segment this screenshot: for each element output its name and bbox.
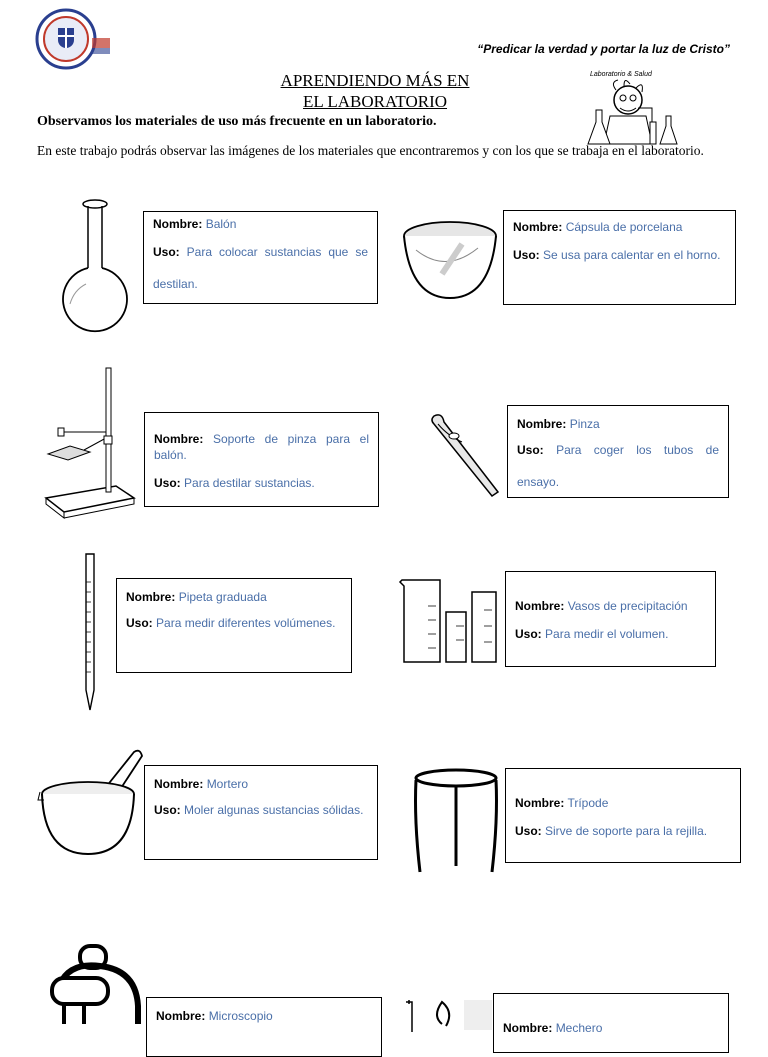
item-name: Mechero	[555, 1021, 603, 1035]
tripod-icon	[408, 766, 504, 878]
item-use: Para coger los tubos de ensayo.	[517, 443, 719, 489]
item-card-pipeta: Nombre: Pipeta graduada Uso: Para medir diferentes volúmenes.	[116, 578, 352, 673]
item-card-mortero: Nombre: Mortero Uso: Moler algunas sustancias sólidas.	[144, 765, 378, 860]
round-flask-icon	[56, 196, 136, 336]
item-card-pinza: Nombre: Pinza Uso: Para coger los tubos de ensayo.	[507, 405, 729, 498]
svg-text:Laboratorio & Salud: Laboratorio & Salud	[590, 71, 652, 78]
item-use: Para colocar sustancias que se destilan.	[153, 245, 368, 291]
item-card-mechero: Nombre: Mechero	[493, 993, 729, 1053]
item-use: Moler algunas sustancias sólidas.	[184, 803, 364, 817]
ring-stand-icon	[44, 366, 136, 518]
item-card-soporte: Nombre: Soporte de pinza para el balón. Uso: Para destilar sustancias.	[144, 412, 379, 507]
title-line-2: EL LABORATORIO	[302, 92, 448, 111]
item-use: Para medir diferentes volúmenes.	[156, 616, 336, 630]
graduated-pipette-icon	[80, 552, 100, 712]
item-name: Vasos de precipitación	[567, 599, 688, 613]
item-card-balon: Nombre: Balón Uso: Para colocar sustancias que se destilan.	[143, 211, 378, 304]
school-motto: “Predicar la verdad y portar la luz de Cristo”	[477, 42, 730, 56]
title-line-1: APRENDIENDO MÁS EN	[280, 71, 470, 90]
item-card-capsula: Nombre: Cápsula de porcelana Uso: Se usa para calentar en el horno.	[503, 210, 736, 305]
item-card-vasos: Nombre: Vasos de precipitación Uso: Para medir el volumen.	[505, 571, 716, 667]
lab-scientist-mascot-icon	[580, 66, 690, 146]
item-name: Trípode	[567, 796, 609, 810]
item-card-tripode: Nombre: Trípode Uso: Sirve de soporte para la rejilla.	[505, 768, 741, 863]
item-name: Microscopio	[208, 1009, 273, 1023]
page-title	[200, 70, 550, 112]
beakers-icon	[398, 576, 500, 668]
school-logo-icon	[32, 8, 116, 70]
mortar-pestle-icon	[38, 744, 142, 860]
microscope-icon	[40, 944, 148, 1024]
item-name: Soporte de pinza para el balón.	[154, 432, 369, 462]
item-use: Sirve de soporte para la rejilla.	[545, 824, 708, 838]
item-name: Mortero	[206, 777, 249, 791]
intro-paragraph: En este trabajo podrás observar las imágenes de los materiales que encontraremos y con los que se trabaja en el laboratorio.	[37, 143, 704, 158]
tongs-icon	[426, 410, 502, 502]
item-use: Para destilar sustancias.	[184, 476, 315, 490]
item-use: Se usa para calentar en el horno.	[543, 248, 721, 262]
item-name: Pinza	[569, 417, 600, 431]
item-use: Para medir el volumen.	[545, 627, 669, 641]
item-name: Cápsula de porcelana	[565, 220, 683, 234]
item-name: Balón	[205, 217, 237, 231]
intro-heading: Observamos los materiales de uso más frecuente en un laboratorio.	[37, 114, 437, 129]
porcelain-capsule-icon	[402, 214, 500, 304]
item-name: Pipeta graduada	[178, 590, 267, 604]
item-card-microscopio: Nombre: Microscopio	[146, 997, 382, 1057]
burner-icon	[404, 998, 494, 1038]
